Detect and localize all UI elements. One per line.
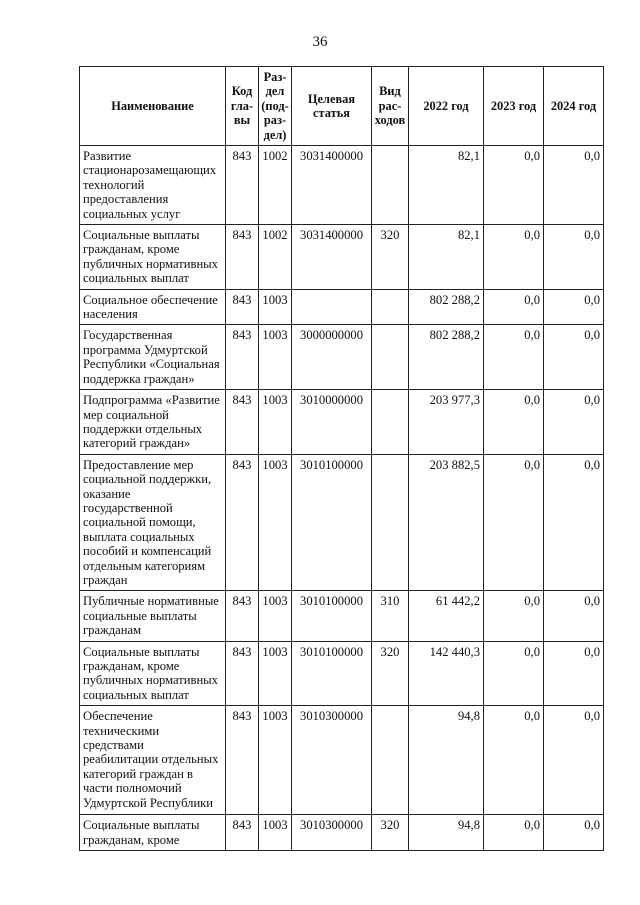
cell-y2024: 0,0 bbox=[544, 225, 604, 290]
cell-statya: 3031400000 bbox=[292, 225, 372, 290]
cell-vid bbox=[372, 146, 409, 225]
page-number: 36 bbox=[312, 34, 328, 50]
cell-y2023: 0,0 bbox=[484, 815, 544, 851]
cell-y2022: 82,1 bbox=[409, 146, 484, 225]
cell-y2024: 0,0 bbox=[544, 454, 604, 591]
cell-razdel: 1003 bbox=[259, 454, 292, 591]
cell-glava: 843 bbox=[226, 706, 259, 815]
cell-y2024: 0,0 bbox=[544, 706, 604, 815]
cell-razdel: 1003 bbox=[259, 325, 292, 390]
cell-name: Социальные выплаты гражданам, кроме публичных нормативных социальных выплат bbox=[80, 641, 226, 706]
cell-name: Государственная программа Удмуртской Республики «Социальная поддержка граждан» bbox=[80, 325, 226, 390]
cell-vid: 320 bbox=[372, 641, 409, 706]
cell-statya: 3000000000 bbox=[292, 325, 372, 390]
header-razdel-line: (под- bbox=[261, 98, 289, 113]
table-row bbox=[80, 454, 604, 591]
cell-y2023: 0,0 bbox=[484, 591, 544, 641]
table-row bbox=[80, 289, 604, 325]
cell-name: Социальные выплаты гражданам, кроме публичных нормативных социальных выплат bbox=[80, 225, 226, 290]
cell-y2022: 802 288,2 bbox=[409, 325, 484, 390]
header-statya-line: статья bbox=[313, 106, 350, 120]
header-razdel-line: раз- bbox=[263, 113, 287, 128]
cell-y2023: 0,0 bbox=[484, 146, 544, 225]
table-row bbox=[80, 591, 604, 641]
cell-vid: 310 bbox=[372, 591, 409, 641]
cell-vid bbox=[372, 454, 409, 591]
header-glava-line: гла- bbox=[230, 98, 254, 113]
table-row bbox=[80, 390, 604, 455]
cell-statya: 3010100000 bbox=[292, 454, 372, 591]
cell-statya: 3010300000 bbox=[292, 815, 372, 851]
header-glava-line: вы bbox=[233, 113, 251, 128]
table-row bbox=[80, 325, 604, 390]
cell-y2024: 0,0 bbox=[544, 325, 604, 390]
header-razdel-line: дел) bbox=[263, 127, 287, 142]
cell-glava: 843 bbox=[226, 289, 259, 325]
cell-razdel: 1002 bbox=[259, 146, 292, 225]
cell-vid bbox=[372, 390, 409, 455]
cell-statya bbox=[292, 289, 372, 325]
cell-razdel: 1003 bbox=[259, 390, 292, 455]
cell-y2022: 203 977,3 bbox=[409, 390, 484, 455]
cell-y2023: 0,0 bbox=[484, 641, 544, 706]
header-name-line: Наименование bbox=[111, 98, 194, 113]
table-row bbox=[80, 815, 604, 851]
cell-glava: 843 bbox=[226, 390, 259, 455]
header-name bbox=[80, 67, 226, 146]
cell-glava: 843 bbox=[226, 815, 259, 851]
cell-name: Развитие стационарозамещающих технологий предоставления социальных услуг bbox=[80, 146, 226, 225]
cell-glava: 843 bbox=[226, 591, 259, 641]
cell-name: Предоставление мер социальной поддержки, оказание государственной социальной помощи, выплата социальных пособий и компенсаций отдельным категориям граждан bbox=[80, 454, 226, 591]
cell-statya: 3010100000 bbox=[292, 641, 372, 706]
cell-razdel: 1003 bbox=[259, 815, 292, 851]
cell-y2022: 203 882,5 bbox=[409, 454, 484, 591]
header-vid bbox=[372, 67, 409, 146]
cell-razdel: 1003 bbox=[259, 641, 292, 706]
cell-y2023: 0,0 bbox=[484, 390, 544, 455]
cell-y2024: 0,0 bbox=[544, 641, 604, 706]
cell-y2024: 0,0 bbox=[544, 390, 604, 455]
header-y2022-line: 2022 год bbox=[423, 98, 469, 113]
header-statya-line: Целевая bbox=[307, 91, 356, 106]
cell-y2022: 82,1 bbox=[409, 225, 484, 290]
table-row bbox=[80, 641, 604, 706]
header-y2023-line: 2023 год bbox=[490, 98, 537, 113]
budget-table bbox=[79, 66, 604, 851]
cell-y2024: 0,0 bbox=[544, 815, 604, 851]
cell-razdel: 1003 bbox=[259, 591, 292, 641]
cell-y2023: 0,0 bbox=[484, 454, 544, 591]
cell-name: Социальное обеспечение населения bbox=[80, 289, 226, 325]
cell-name: Социальные выплаты гражданам, кроме bbox=[80, 815, 226, 851]
table-row bbox=[80, 706, 604, 815]
header-row bbox=[80, 67, 604, 146]
cell-y2022: 94,8 bbox=[409, 706, 484, 815]
cell-razdel: 1003 bbox=[259, 706, 292, 815]
header-y2024-line: 2024 год bbox=[550, 98, 597, 113]
header-2024 bbox=[544, 67, 604, 146]
table-row bbox=[80, 225, 604, 290]
cell-y2023: 0,0 bbox=[484, 706, 544, 815]
cell-name: Публичные нормативные социальные выплаты гражданам bbox=[80, 591, 226, 641]
header-2023 bbox=[484, 67, 544, 146]
cell-glava: 843 bbox=[226, 454, 259, 591]
cell-glava: 843 bbox=[226, 225, 259, 290]
table-row bbox=[80, 146, 604, 225]
cell-statya: 3010100000 bbox=[292, 591, 372, 641]
cell-y2022: 94,8 bbox=[409, 815, 484, 851]
cell-glava: 843 bbox=[226, 325, 259, 390]
header-razdel bbox=[259, 67, 292, 146]
header-2022 bbox=[409, 67, 484, 146]
cell-y2023: 0,0 bbox=[484, 225, 544, 290]
header-razdel-line: Раз- bbox=[263, 69, 287, 84]
cell-y2022: 61 442,2 bbox=[409, 591, 484, 641]
header-vid-line: ходов bbox=[374, 113, 406, 128]
cell-y2022: 142 440,3 bbox=[409, 641, 484, 706]
header-statya bbox=[292, 67, 372, 146]
cell-y2023: 0,0 bbox=[484, 289, 544, 325]
cell-statya: 3010000000 bbox=[292, 390, 372, 455]
header-glava bbox=[226, 67, 259, 146]
cell-y2023: 0,0 bbox=[484, 325, 544, 390]
cell-name: Подпрограмма «Развитие мер социальной поддержки отдельных категорий граждан» bbox=[80, 390, 226, 455]
cell-vid: 320 bbox=[372, 815, 409, 851]
cell-vid: 320 bbox=[372, 225, 409, 290]
cell-razdel: 1003 bbox=[259, 289, 292, 325]
cell-y2022: 802 288,2 bbox=[409, 289, 484, 325]
cell-statya: 3031400000 bbox=[292, 146, 372, 225]
cell-y2024: 0,0 bbox=[544, 146, 604, 225]
cell-y2024: 0,0 bbox=[544, 289, 604, 325]
cell-razdel: 1002 bbox=[259, 225, 292, 290]
header-razdel-line: дел bbox=[265, 84, 285, 99]
cell-name: Обеспечение техническими средствами реабилитации отдельных категорий граждан в части полномочий Удмуртской Республики bbox=[80, 706, 226, 815]
cell-glava: 843 bbox=[226, 641, 259, 706]
cell-y2024: 0,0 bbox=[544, 591, 604, 641]
cell-vid bbox=[372, 325, 409, 390]
header-glava-line: Код bbox=[231, 84, 253, 99]
cell-vid bbox=[372, 289, 409, 325]
header-vid-line: рас- bbox=[378, 98, 402, 113]
cell-glava: 843 bbox=[226, 146, 259, 225]
cell-vid bbox=[372, 706, 409, 815]
header-vid-line: Вид bbox=[379, 84, 401, 99]
cell-statya: 3010300000 bbox=[292, 706, 372, 815]
